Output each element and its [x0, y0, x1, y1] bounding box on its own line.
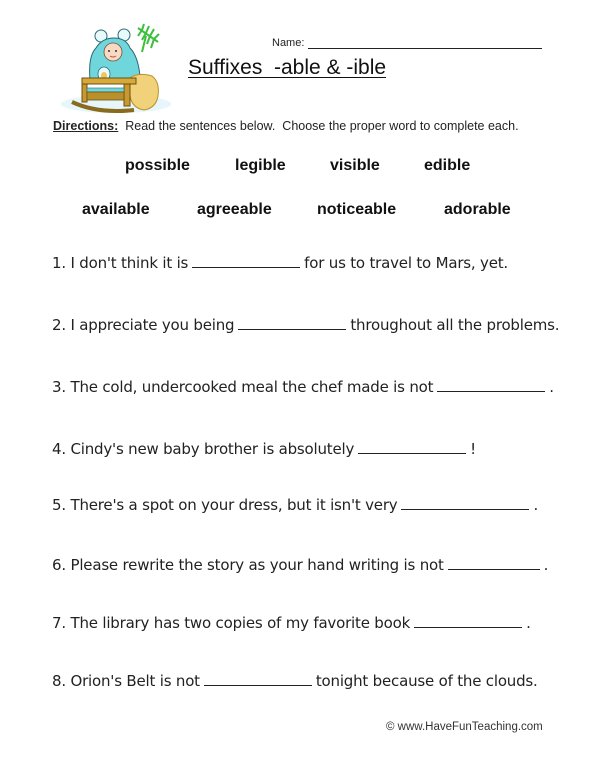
word-bank-word: visible	[330, 157, 380, 174]
answer-blank-6[interactable]	[448, 557, 540, 570]
answer-blank-7[interactable]	[414, 615, 522, 628]
sentence-text-after: .	[526, 614, 531, 632]
sentence-text-before: 7. The library has two copies of my favorite book	[52, 614, 411, 632]
sentence-text-after: .	[543, 556, 549, 574]
sentence-text-before: 2. I appreciate you being	[52, 316, 235, 334]
word-bank-word: legible	[235, 157, 286, 174]
word-bank-word: adorable	[444, 201, 511, 218]
sentence-text-after: .	[533, 496, 539, 514]
directions	[53, 119, 519, 133]
sentence-text-after: tonight because of the clouds.	[315, 672, 538, 690]
answer-blank-1[interactable]	[192, 255, 300, 268]
sentence-3	[52, 378, 554, 396]
copyright-footer: © www.HaveFunTeaching.com	[386, 721, 543, 733]
name-input-line[interactable]	[308, 38, 542, 49]
sentence-4	[52, 440, 476, 458]
sentence-text-after: throughout all the problems.	[350, 316, 560, 334]
sentence-text-after: !	[470, 440, 476, 458]
word-bank-word: edible	[424, 157, 471, 174]
sentence-text-after: .	[549, 378, 554, 396]
answer-blank-5[interactable]	[401, 497, 529, 510]
word-bank-word: agreeable	[197, 201, 272, 218]
word-bank-word: possible	[125, 157, 190, 174]
sentence-text-after: for us to travel to Mars, yet.	[304, 254, 508, 272]
sentence-5	[52, 496, 538, 514]
answer-blank-2[interactable]	[238, 317, 346, 330]
sentence-7	[52, 614, 531, 632]
sentence-1	[52, 254, 508, 272]
name-field-row	[272, 37, 542, 49]
word-bank-word: available	[82, 201, 150, 218]
sentence-text-before: 5. There's a spot on your dress, but it isn't very	[52, 496, 398, 514]
sentence-2	[52, 316, 559, 334]
directions-text: Read the sentences below. Choose the proper word to complete each.	[118, 119, 519, 133]
word-bank-word: noticeable	[317, 201, 397, 218]
sentence-text-before: 8. Orion's Belt is not	[52, 672, 200, 690]
sentence-text-before: 4. Cindy's new baby brother is absolutely	[52, 440, 355, 458]
sentence-text-before: 1. I don't think it is	[52, 254, 189, 272]
sentence-text-before: 3. The cold, undercooked meal the chef made is not	[52, 378, 434, 396]
name-label: Name:	[272, 37, 305, 49]
answer-blank-4[interactable]	[358, 441, 466, 454]
worksheet-title: Suffixes -able & -ible	[188, 56, 387, 79]
sentence-8	[52, 672, 538, 690]
answer-blank-3[interactable]	[437, 379, 545, 392]
answer-blank-8[interactable]	[204, 673, 312, 686]
sentence-6	[52, 556, 548, 574]
baby-cradle-clipart	[58, 22, 176, 114]
directions-label: Directions:	[53, 119, 119, 133]
sentence-text-before: 6. Please rewrite the story as your hand writing is not	[52, 556, 444, 574]
